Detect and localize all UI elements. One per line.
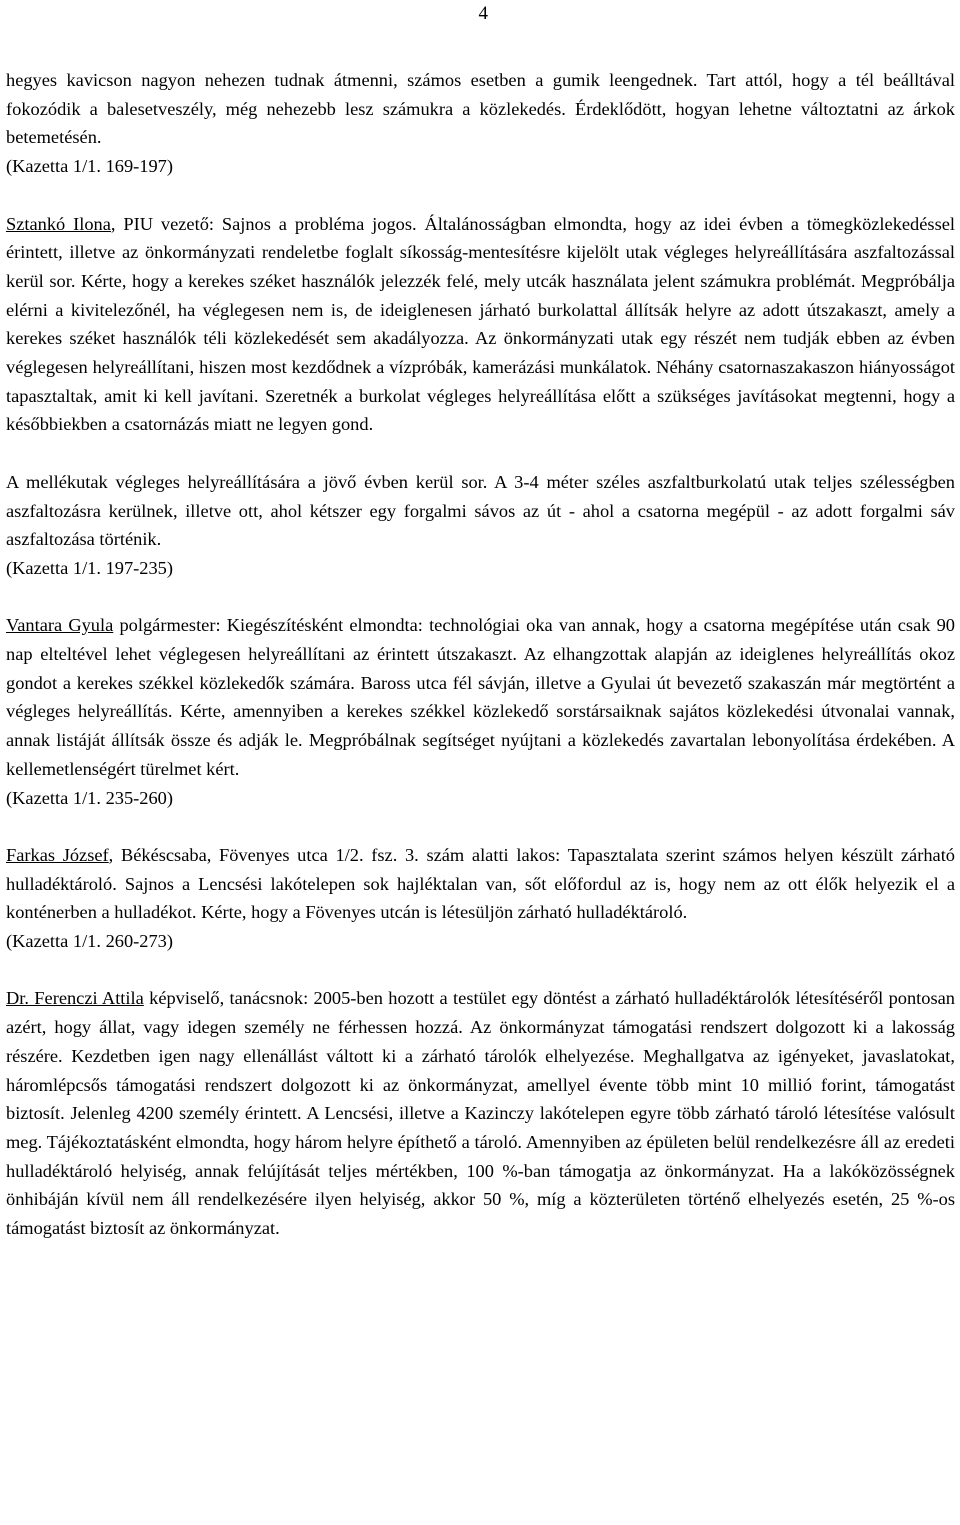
paragraph-text: képviselő, tanácsnok: 2005-ben hozott a testület egy döntést a zárható hulladéktárolók létesítéséről pontosan azért, hogy állat, vagy idegen személy ne férhessen hozzá. Az önkormányzat támogatási rendszert dolgozott ki a lakosság részére. Kezdetben igen nagy ellenállást váltott ki a zárható tárolók elhelyezése. Meghallgatva az igényeket, javaslatokat, háromlépcsős támogatási rendszert dolgozott ki az önkormányzat, amellyel évente több mint 10 millió forint, támogatást biztosít. Jelenleg 4200 személy érintett. A Lencsési, illetve a Kazinczy lakótelepen egyre több zárható tároló létesítése valósult meg. Tájékoztatásként elmondta, hogy három helyre építhető a tároló. Amennyiben az épületen belül rendelkezésre áll az eredeti hulladéktároló helyiség, annak felújítását teljes mértékben, 100 %-ban támogatja az önkormányzat. Ha a lakóközösségnek önhibáján kívül nem áll rendelkezésére ilyen helyiség, akkor 50 %, míg a közterületen történő elhelyezés esetén, 25 %-os támogatást biztosít az önkormányzat. xyxy=(6,988,956,1239)
paragraph-text: hegyes kavicson nagyon nehezen tudnak átmenni, számos esetben a gumik leengednek. Tart attól, hogy a tél beálltával fokozódik a balesetveszély, még nehezebb lesz számukra a közlekedés. Érdeklődött, hogyan lehetne változtatni az árkok betemetésén. xyxy=(6,70,955,148)
speaker-name: Farkas József xyxy=(6,844,109,865)
speaker-name: Vantara Gyula xyxy=(6,615,114,636)
tape-reference: (Kazetta 1/1. 169-197) xyxy=(6,156,173,177)
speaker-name: Dr. Ferenczi Attila xyxy=(6,988,144,1009)
speaker-name: Sztankó Ilona xyxy=(6,213,111,234)
paragraph-text: , Békéscsaba, Fövenyes utca 1/2. fsz. 3. szám alatti lakos: Tapasztalata szerint számos helyen készült zárható hulladéktároló. Sajnos a Lencsési lakótelepen sok hajléktalan van, sőt előfordul az is, hogy nem az ott élők helyezik el a konténerben a hulladékot. Kérte, hogy a Fövenyes utcán is létesüljön zárható hulladéktároló. xyxy=(6,844,955,923)
paragraph xyxy=(6,841,955,927)
paragraph-text: A mellékutak végleges helyreállítására a jövő évben kerül sor. A 3-4 méter széles aszfaltburkolatú utak teljes szélességben aszfaltozásra kerülnek, illetve ott, ahol kétszer egy forgalmi sávos az út - ahol a csatorna megépül - az adott forgalmi sáv aszfaltozása történik. xyxy=(6,471,955,550)
paragraph-text: polgármester: Kiegészítésként elmondta: technológiai oka van annak, hogy a csatorna megépítése után csak 90 nap elteltével lehet véglegesen helyreállítani az érintett útszakaszt. Az elhangzottak alapján az ideiglenes helyreállítás okoz gondot a kerekes székkel közlekedők számára. Baross utca fél sávján, illetve a Gyulai út bevezető szakaszán már megtörtént a végleges helyreállítás. Kérte, amennyiben a kerekes székkel közlekedő sorstársaiknak sajátos közlekedési útvonalai vannak, annak listáját állítsák össze és adják le. Megpróbálnak segítséget nyújtani a közlekedés zavartalan lebonyolítása érdekében. A kellemetlenségért türelmet kért. xyxy=(6,615,956,779)
tape-reference: (Kazetta 1/1. 197-235) xyxy=(6,557,173,578)
paragraph xyxy=(6,210,955,440)
tape-reference: (Kazetta 1/1. 235-260) xyxy=(6,787,173,808)
tape-reference: (Kazetta 1/1. 260-273) xyxy=(6,931,173,952)
paragraph xyxy=(6,468,955,554)
paragraph xyxy=(6,66,955,152)
page-number: 4 xyxy=(478,3,488,24)
paragraph xyxy=(6,611,955,783)
paragraph xyxy=(6,984,955,1242)
paragraph-text: , PIU vezető: Sajnos a probléma jogos. Általánosságban elmondta, hogy az idei évben a tömegközlekedéssel érintett, illetve az önkormányzati rendeletbe foglalt síkosság-mentesítésre kijelölt utak végleges helyreállítására aszfaltozással kerül sor. Kérte, hogy a kerekes széket használók jelezzék felé, mely utcák használata jelent számukra problémát. Megpróbálja elérni a kivitelezőnél, ha véglegesen nem is, de ideiglenesen járható burkolattal állítsák helyre az adott útszakaszt, amely a kerekes széket használók téli közlekedését sem akadályozza. Az önkormányzati utak egy részét nem tudják ebben az évben véglegesen helyreállítani, hiszen most kezdődnek a vízpróbák, kamerázási munkálatok. Néhány csatornaszakaszon hiányosságot tapasztaltak, amit ki kell javítani. Szeretnék a burkolat végleges helyreállítása előtt a szükséges javításokat megtenni, hogy a későbbiekben a csatornázás miatt ne legyen gond. xyxy=(6,213,955,435)
document-body xyxy=(6,66,955,1243)
